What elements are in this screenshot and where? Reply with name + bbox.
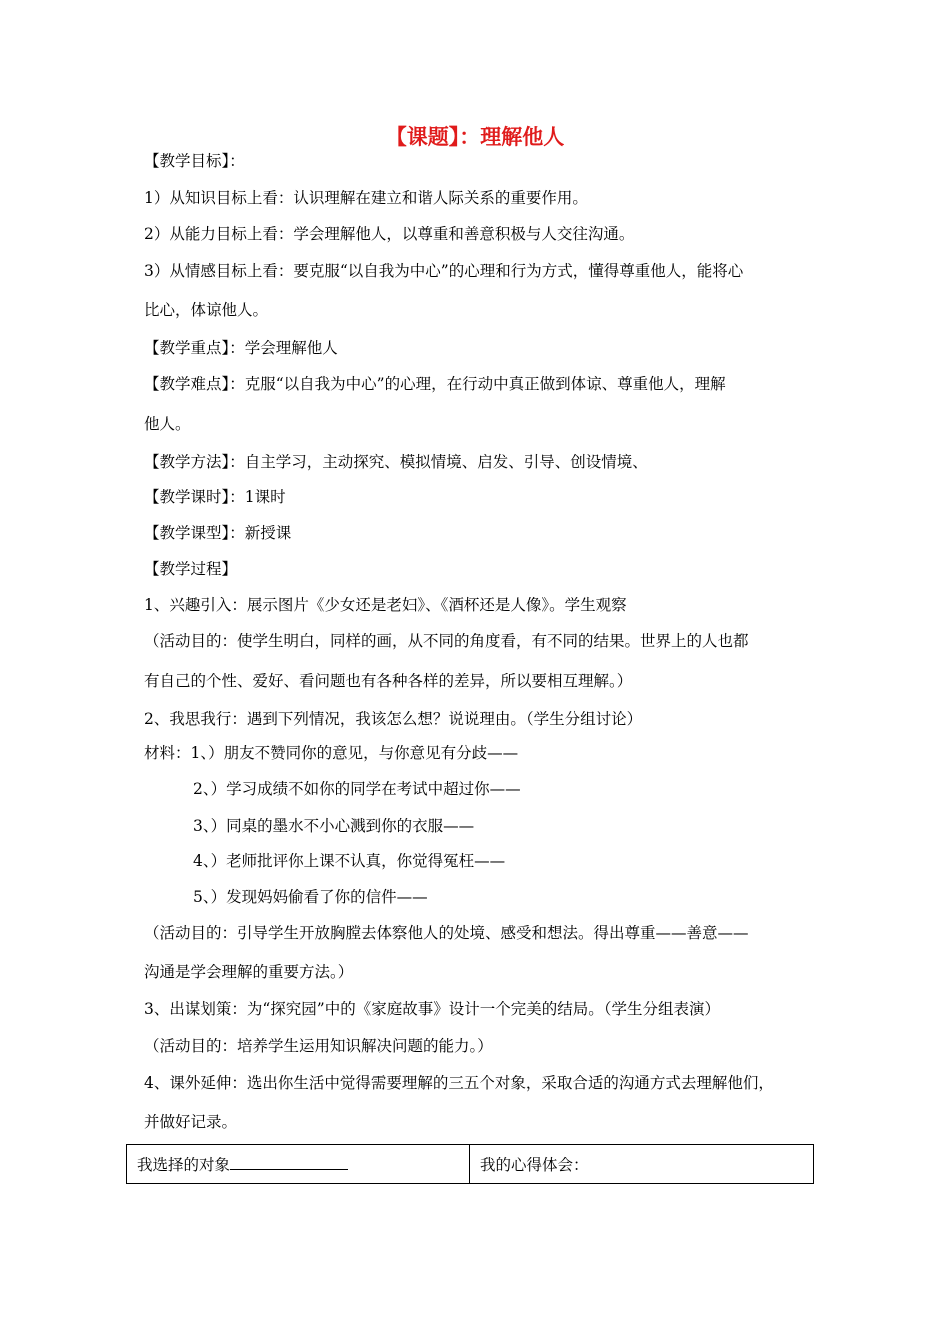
objective-emotion-cont: 比心，体谅他人。: [144, 301, 269, 319]
step-4: 4、课外延伸：选出你生活中觉得需要理解的三五个对象，采取合适的沟通方式去理解他们，: [144, 1074, 774, 1092]
material-5: 5、）发现妈妈偷看了你的信件——: [193, 888, 428, 906]
reflection-label: 我的心得体会：: [480, 1156, 589, 1174]
objective-emotion: 3）从情感目标上看：要克服“以自我为中心”的心理和行为方式，懂得尊重他人，能将心: [144, 262, 744, 280]
step-3: 3、出谋划策：为“探究园”中的《家庭故事》设计一个完美的结局。（学生分组表演）: [144, 1000, 720, 1018]
key-point: 【教学重点】：学会理解他人: [144, 339, 338, 357]
step-3-purpose: （活动目的：培养学生运用知识解决问题的能力。）: [144, 1037, 493, 1055]
difficult-point: 【教学难点】：克服“以自我为中心”的心理，在行动中真正做到体谅、尊重他人，理解: [144, 375, 726, 393]
page-title: 【课题】：理解他人: [385, 125, 565, 149]
material-2: 2、）学习成绩不如你的同学在考试中超过你——: [193, 780, 521, 798]
material-1: 材料：1、）朋友不赞同你的意见，与你意见有分歧——: [144, 744, 519, 762]
teaching-method: 【教学方法】：自主学习，主动探究、模拟情境、启发、引导、创设情境、: [144, 453, 648, 471]
difficult-point-cont: 他人。: [144, 415, 191, 433]
step-2: 2、我思我行：遇到下列情况，我该怎么想？说说理由。（学生分组讨论）: [144, 710, 643, 728]
step-4-cont: 并做好记录。: [144, 1113, 238, 1131]
section-heading-objectives: 【教学目标】：: [144, 152, 245, 170]
material-4: 4、）老师批评你上课不认真，你觉得冤枉——: [193, 852, 506, 870]
object-label: 我选择的对象: [137, 1156, 231, 1174]
objective-knowledge: 1）从知识目标上看：认识理解在建立和谐人际关系的重要作用。: [144, 189, 588, 207]
material-3: 3、）同桌的墨水不小心溅到你的衣服——: [193, 817, 475, 835]
step-1-purpose: （活动目的：使学生明白，同样的画，从不同的角度看，有不同的结果。世界上的人也都: [144, 632, 749, 650]
step-1-purpose-cont: 有自己的个性、爱好、看问题也有各种各样的差异，所以要相互理解。）: [144, 672, 633, 690]
record-table: [126, 1144, 814, 1184]
objective-ability: 2）从能力目标上看：学会理解他人，以尊重和善意积极与人交往沟通。: [144, 225, 635, 243]
step-2-purpose-cont: 沟通是学会理解的重要方法。）: [144, 963, 354, 981]
step-2-purpose: （活动目的：引导学生开放胸膛去体察他人的处境、感受和想法。得出尊重——善意——: [144, 924, 749, 942]
object-blank-line[interactable]: [230, 1155, 348, 1170]
step-1: 1、兴趣引入：展示图片《少女还是老妇》、《酒杯还是人像》。学生观察: [144, 596, 627, 614]
table-row: [127, 1145, 814, 1184]
teaching-hours: 【教学课时】：1课时: [144, 488, 286, 506]
lesson-type: 【教学课型】：新授课: [144, 524, 292, 542]
table-cell-object: [127, 1145, 470, 1184]
table-cell-reflection: [470, 1145, 814, 1184]
section-heading-process: 【教学过程】: [144, 560, 238, 578]
